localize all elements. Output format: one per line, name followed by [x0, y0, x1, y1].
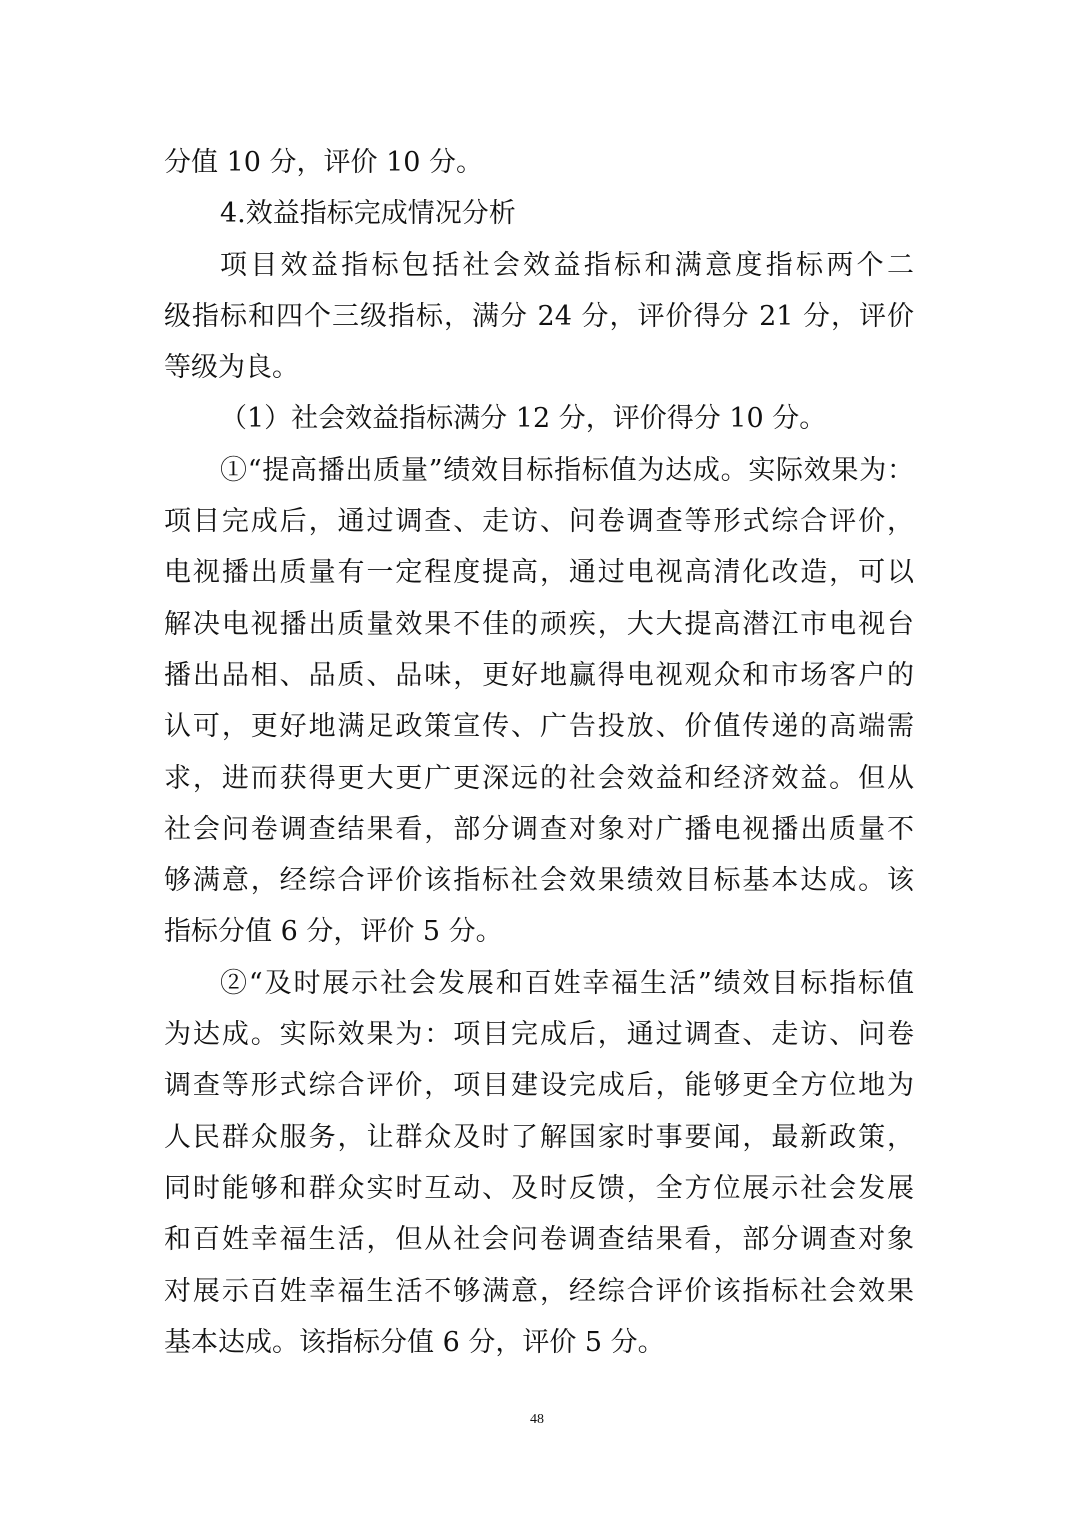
text-line: 够满意，经综合评价该指标社会效果绩效目标基本达成。该 — [164, 865, 914, 897]
subsection-heading: （1）社会效益指标满分 12 分，评价得分 10 分。 — [220, 403, 827, 435]
text-line: 级指标和四个三级指标，满分 24 分，评价得分 21 分，评价 — [164, 300, 914, 332]
text-line: 人民群众服务，让群众及时了解国家时事要闻，最新政策， — [164, 1121, 914, 1153]
text-line: ②“及时展示社会发展和百姓幸福生活”绩效目标指标值 — [220, 967, 914, 999]
text-line: 指标分值 6 分，评价 5 分。 — [164, 916, 503, 948]
text-line: 同时能够和群众实时互动、及时反馈，全方位展示社会发展 — [164, 1172, 914, 1204]
text-line: 调查等形式综合评价，项目建设完成后，能够更全方位地为 — [164, 1070, 914, 1102]
body-text — [164, 137, 914, 1368]
text-line: 基本达成。该指标分值 6 分，评价 5 分。 — [164, 1326, 665, 1358]
text-line: 认可，更好地满足政策宣传、广告投放、价值传递的高端需 — [164, 711, 914, 743]
text-line: ①“提高播出质量”绩效目标指标值为达成。实际效果为： — [220, 454, 914, 486]
text-line: 项目效益指标包括社会效益指标和满意度指标两个二 — [220, 249, 914, 281]
text-line: 求，进而获得更大更广更深远的社会效益和经济效益。但从 — [164, 762, 914, 794]
text-line: 分值 10 分，评价 10 分。 — [164, 147, 484, 178]
section-heading: 4.效益指标完成情况分析 — [220, 198, 516, 230]
page-number: 48 — [530, 1412, 544, 1427]
text-line: 播出品相、品质、品味，更好地赢得电视观众和市场客户的 — [164, 659, 914, 691]
text-line: 等级为良。 — [164, 352, 299, 384]
text-line: 电视播出质量有一定程度提高，通过电视高清化改造，可以 — [164, 557, 914, 589]
text-line: 对展示百姓幸福生活不够满意，经综合评价该指标社会效果 — [164, 1275, 914, 1307]
text-line: 社会问卷调查结果看，部分调查对象对广播电视播出质量不 — [164, 813, 914, 845]
text-line: 为达成。实际效果为：项目完成后，通过调查、走访、问卷 — [164, 1019, 914, 1051]
text-line: 解决电视播出质量效果不佳的顽疾，大大提高潜江市电视台 — [164, 608, 914, 640]
text-line: 项目完成后，通过调查、走访、问卷调查等形式综合评价， — [164, 506, 914, 538]
text-line: 和百姓幸福生活，但从社会问卷调查结果看，部分调查对象 — [164, 1224, 914, 1256]
